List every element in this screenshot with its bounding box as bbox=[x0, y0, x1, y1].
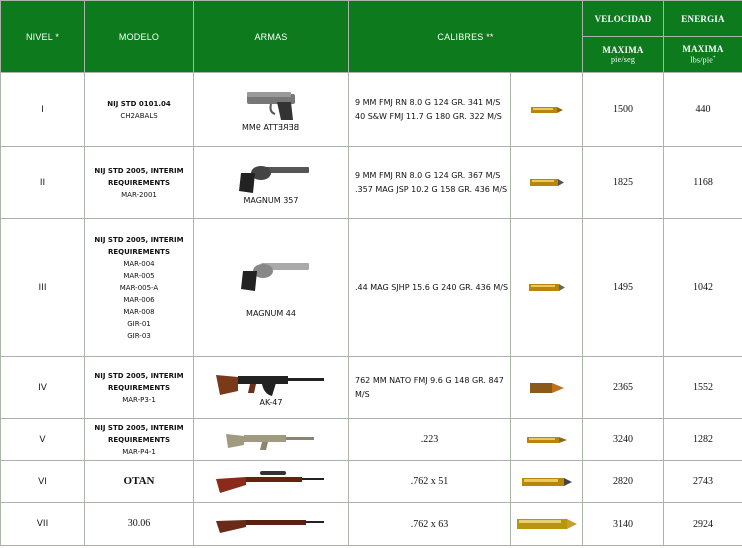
energia-cell: 2743 bbox=[664, 461, 742, 503]
calibre-line: 9 MM FMJ RN 8.0 G 124 GR. 341 M/S bbox=[355, 97, 501, 107]
modelo-line: MAR-005 bbox=[123, 271, 155, 280]
calibre-cell: .762 x 51 bbox=[349, 461, 511, 503]
arma-cell bbox=[194, 73, 349, 147]
velocidad-maxima-label: MAXIMA bbox=[602, 45, 644, 55]
arma-cell bbox=[194, 147, 349, 219]
rifle-icon bbox=[216, 369, 326, 397]
table-row bbox=[1, 461, 742, 503]
velocidad-cell: 2365 bbox=[583, 357, 664, 419]
pistol-icon bbox=[241, 88, 301, 122]
header-velocidad: VELOCIDAD bbox=[583, 1, 664, 37]
velocidad-cell: 2820 bbox=[583, 461, 664, 503]
header-nivel: NIVEL * bbox=[1, 1, 85, 73]
nivel-cell: III bbox=[1, 219, 85, 357]
velocidad-unit: pie/seg bbox=[610, 55, 636, 64]
modelo-line: CH2ABALS bbox=[120, 111, 158, 120]
modelo-cell bbox=[85, 147, 194, 219]
energia-cell: 1282 bbox=[664, 419, 742, 461]
bullet-cell bbox=[511, 357, 583, 419]
calibre-line: 40 S&W FMJ 11.7 G 180 GR. 322 M/S bbox=[355, 111, 502, 121]
modelo-line: 30.06 bbox=[127, 518, 151, 529]
modelo-line: GIR-01 bbox=[127, 319, 151, 328]
calibre-cell: .223 bbox=[349, 419, 511, 461]
arma-cell bbox=[194, 419, 349, 461]
modelo-line: NIJ STD 2005, INTERIM REQUIREMENTS bbox=[94, 166, 184, 187]
arma-label: MAGNUM 44 bbox=[246, 309, 296, 318]
velocidad-cell: 1825 bbox=[583, 147, 664, 219]
calibre-cell bbox=[349, 147, 511, 219]
calibre-cell: .762 x 63 bbox=[349, 503, 511, 546]
header-modelo: MODELO bbox=[85, 1, 194, 73]
table-row bbox=[1, 73, 742, 147]
table-row bbox=[1, 503, 742, 546]
bullet-cell bbox=[511, 147, 583, 219]
arma-label: AK-47 bbox=[259, 397, 283, 407]
energia-cell: 440 bbox=[664, 73, 742, 147]
modelo-cell bbox=[85, 503, 194, 546]
velocidad-cell: 1495 bbox=[583, 219, 664, 357]
revolver-icon bbox=[231, 161, 311, 195]
bullet-icon bbox=[517, 518, 577, 530]
nivel-cell: IV bbox=[1, 357, 85, 419]
nivel-cell: V bbox=[1, 419, 85, 461]
header-energia: ENERGIA bbox=[664, 1, 742, 37]
energia-unit: lbs/pie* bbox=[690, 55, 716, 65]
bullet-cell bbox=[511, 419, 583, 461]
bullet-cell bbox=[511, 461, 583, 503]
velocidad-cell: 1500 bbox=[583, 73, 664, 147]
energia-cell: 2924 bbox=[664, 503, 742, 546]
modelo-line: NIJ STD 2005, INTERIM REQUIREMENTS bbox=[94, 235, 184, 256]
modelo-line: MAR-P3-1 bbox=[122, 395, 156, 404]
arma-cell bbox=[194, 357, 349, 419]
bullet-cell bbox=[511, 219, 583, 357]
arma-cell bbox=[194, 219, 349, 357]
header-armas: ARMAS bbox=[194, 1, 349, 73]
arma-label: BERETTA 9MM bbox=[242, 122, 300, 132]
modelo-line: NIJ STD 2005, INTERIM REQUIREMENTS bbox=[94, 423, 184, 444]
modelo-line: MAR-2001 bbox=[121, 190, 157, 199]
modelo-line: NIJ STD 2005, INTERIM REQUIREMENTS bbox=[94, 371, 184, 392]
modelo-line: MAR-P4-1 bbox=[122, 447, 156, 456]
arma-label: MAGNUM 357 bbox=[243, 195, 299, 205]
bullet-icon bbox=[531, 106, 563, 114]
bullet-icon bbox=[529, 283, 565, 292]
nivel-cell: II bbox=[1, 147, 85, 219]
bullet-cell bbox=[511, 73, 583, 147]
calibre-line: 762 MM NATO FMJ 9.6 G 148 GR. 847 M/S bbox=[355, 375, 504, 399]
modelo-line: MAR-006 bbox=[123, 295, 155, 304]
bullet-icon bbox=[527, 436, 567, 444]
nivel-cell: VI bbox=[1, 461, 85, 503]
bullet-icon bbox=[522, 477, 572, 487]
header-energia-max bbox=[664, 37, 742, 73]
modelo-cell bbox=[85, 419, 194, 461]
modelo-line: OTAN bbox=[123, 475, 155, 487]
rifle-icon bbox=[226, 429, 316, 451]
nivel-cell: I bbox=[1, 73, 85, 147]
modelo-line: MAR-004 bbox=[123, 259, 155, 268]
energia-cell: 1552 bbox=[664, 357, 742, 419]
nivel-cell: VII bbox=[1, 503, 85, 546]
modelo-cell bbox=[85, 73, 194, 147]
header-calibres: CALIBRES ** bbox=[349, 1, 583, 73]
arma-cell bbox=[194, 503, 349, 546]
header-velocidad-max bbox=[583, 37, 664, 73]
rifle-icon bbox=[216, 513, 326, 535]
table-row bbox=[1, 357, 742, 419]
modelo-line: MAR-005-A bbox=[119, 283, 159, 292]
calibre-cell bbox=[349, 219, 511, 357]
modelo-line: MAR-008 bbox=[123, 307, 155, 316]
bullet-icon bbox=[530, 178, 564, 187]
arma-cell bbox=[194, 461, 349, 503]
energia-cell: 1042 bbox=[664, 219, 742, 357]
bullet-cell bbox=[511, 503, 583, 546]
revolver-icon bbox=[231, 257, 311, 295]
modelo-cell bbox=[85, 357, 194, 419]
velocidad-cell: 3140 bbox=[583, 503, 664, 546]
modelo-line: GIR-03 bbox=[127, 331, 151, 340]
energia-maxima-label: MAXIMA bbox=[682, 44, 724, 55]
table-row bbox=[1, 147, 742, 219]
calibre-cell bbox=[349, 357, 511, 419]
energia-cell: 1168 bbox=[664, 147, 742, 219]
table-row bbox=[1, 419, 742, 461]
modelo-cell bbox=[85, 461, 194, 503]
table-row bbox=[1, 219, 742, 357]
modelo-line: NIJ STD 0101.04 bbox=[107, 99, 171, 108]
bullet-icon bbox=[530, 382, 564, 394]
calibre-line: 9 MM FMJ RN 8.0 G 124 GR. 367 M/S bbox=[355, 170, 501, 180]
calibre-line: .44 MAG SJHP 15.6 G 240 GR. 436 M/S bbox=[355, 282, 509, 292]
velocidad-cell: 3240 bbox=[583, 419, 664, 461]
modelo-cell bbox=[85, 219, 194, 357]
rifle-icon bbox=[216, 469, 326, 495]
calibre-line: .357 MAG JSP 10.2 G 158 GR. 436 M/S bbox=[355, 184, 508, 194]
calibre-cell bbox=[349, 73, 511, 147]
